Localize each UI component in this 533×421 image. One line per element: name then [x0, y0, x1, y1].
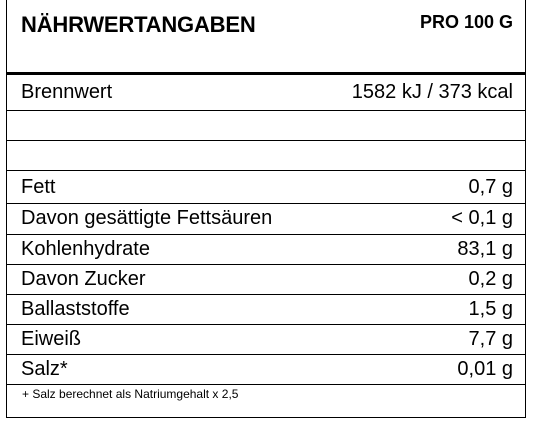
nutrient-value: 0,01 g	[457, 358, 513, 380]
divider	[7, 140, 525, 141]
energy-label: Brennwert	[21, 81, 113, 103]
energy-value: 1582 kJ / 373 kcal	[351, 81, 513, 103]
nutrient-value: 1,5 g	[468, 298, 513, 320]
nutrient-value: 83,1 g	[457, 238, 513, 260]
nutrient-row-salt	[7, 355, 525, 385]
energy-row	[7, 78, 525, 108]
per-unit-label: PRO 100 G	[419, 12, 513, 32]
nutrient-label: Eiweiß	[21, 328, 82, 350]
nutrient-value: 7,7 g	[468, 328, 513, 350]
divider	[7, 170, 525, 171]
table-header	[7, 0, 525, 72]
header-divider	[7, 72, 525, 75]
nutrient-label: Davon Zucker	[21, 268, 146, 290]
nutrient-value: 0,2 g	[468, 268, 513, 290]
divider	[7, 110, 525, 111]
salt-footnote: + Salz berechnet als Natriumgehalt x 2,5	[22, 387, 239, 401]
nutrient-row-fat	[7, 173, 525, 203]
nutrient-row-sugar	[7, 265, 525, 295]
nutrient-row-saturated-fat	[7, 204, 525, 234]
nutrient-label: Kohlenhydrate	[21, 238, 150, 260]
nutrient-label: Ballaststoffe	[21, 298, 130, 320]
nutrient-label: Salz*	[21, 358, 68, 380]
table-title: NÄHRWERTANGABEN	[21, 12, 256, 37]
divider	[7, 384, 525, 385]
nutrient-row-protein	[7, 325, 525, 355]
nutrient-row-carbohydrates	[7, 235, 525, 265]
nutrient-row-fiber	[7, 295, 525, 325]
nutrient-label: Davon gesättigte Fettsäuren	[21, 207, 273, 229]
nutrient-value: 0,7 g	[468, 176, 513, 198]
nutrient-label: Fett	[21, 176, 56, 198]
nutrient-value: < 0,1 g	[451, 207, 513, 229]
